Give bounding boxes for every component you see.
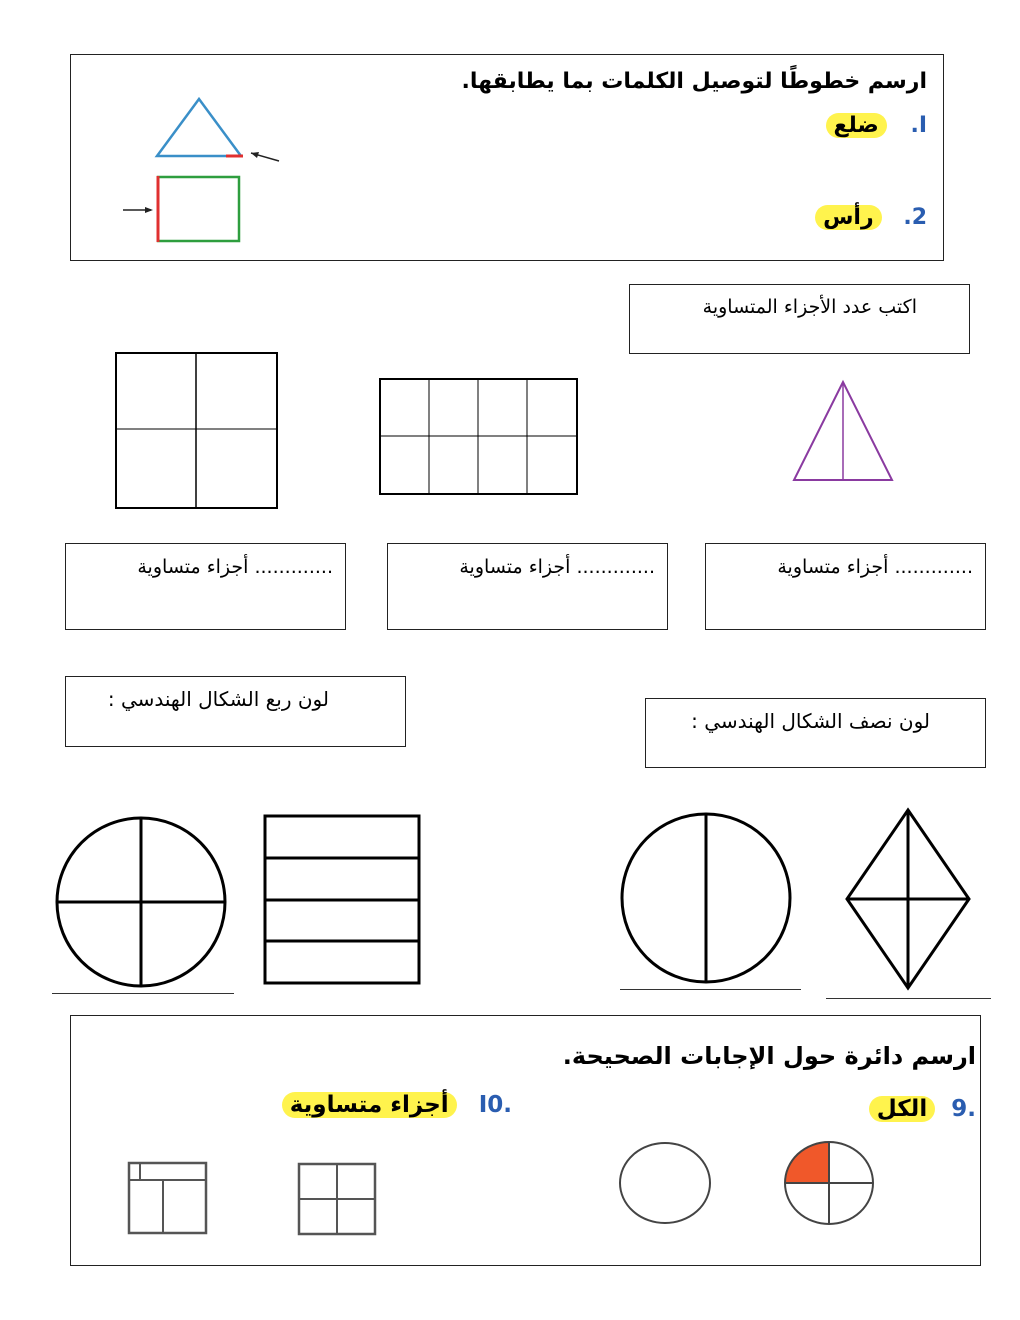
- rectangle-four-strips: [263, 814, 423, 986]
- whole-circle-option[interactable]: [615, 1138, 715, 1228]
- section-title: ارسم خطوطًا لتوصيل الكلمات بما يطابقها.: [461, 69, 927, 94]
- answer-line: [826, 998, 991, 999]
- section-title: ارسم دائرة حول الإجابات الصحيحة.: [562, 1042, 976, 1070]
- instruction-box: [629, 284, 970, 354]
- unequal-parts-option[interactable]: [127, 1161, 211, 1241]
- answer-box-middle[interactable]: [387, 543, 668, 630]
- answer-box-left[interactable]: [65, 543, 346, 630]
- item-number: .I0: [478, 1092, 512, 1118]
- quarter-instruction-text: لون ربع الشكال الهندسي :: [107, 687, 329, 711]
- half-instruction-text: لون نصف الشكال الهندسي :: [691, 709, 930, 733]
- circle-four-parts: [54, 815, 234, 995]
- item-equal-parts: [282, 1092, 512, 1118]
- quarter-filled-circle-option[interactable]: [781, 1138, 881, 1228]
- word-whole-label: الكل: [869, 1096, 935, 1122]
- answer-text: ............. أجزاء متساوية: [137, 556, 333, 578]
- word-equal-parts-label: أجزاء متساوية: [282, 1092, 457, 1118]
- circle-answers-section: [70, 1015, 981, 1266]
- rectangle-eight-parts: [379, 378, 579, 498]
- item-number: I.: [910, 113, 927, 138]
- item-side: [826, 113, 928, 138]
- item-number: 2.: [903, 205, 927, 230]
- answer-line: [620, 989, 801, 990]
- half-instruction-box: [645, 698, 986, 768]
- answer-text: ............. أجزاء متساوية: [459, 556, 655, 578]
- instruction-text: اكتب عدد الأجزاء المتساوية: [702, 296, 917, 318]
- item-vertex: [815, 205, 927, 230]
- quarter-instruction-box: [65, 676, 406, 747]
- word-vertex-label: رأس: [815, 205, 882, 230]
- triangle-shape: [151, 93, 291, 173]
- equal-parts-option[interactable]: [297, 1161, 381, 1241]
- rhombus-four-parts: [843, 806, 973, 992]
- item-whole: [869, 1096, 976, 1122]
- square-four-parts: [115, 352, 280, 512]
- answer-line: [52, 993, 234, 994]
- item-number: .9: [951, 1096, 976, 1122]
- circle-two-parts: [618, 811, 794, 987]
- triangle-two-parts: [790, 378, 900, 488]
- answer-text: ............. أجزاء متساوية: [777, 556, 973, 578]
- answer-box-right[interactable]: [705, 543, 986, 630]
- match-words-section: [70, 54, 944, 261]
- rectangle-shape: [121, 173, 271, 253]
- word-side-label: ضلع: [826, 113, 887, 138]
